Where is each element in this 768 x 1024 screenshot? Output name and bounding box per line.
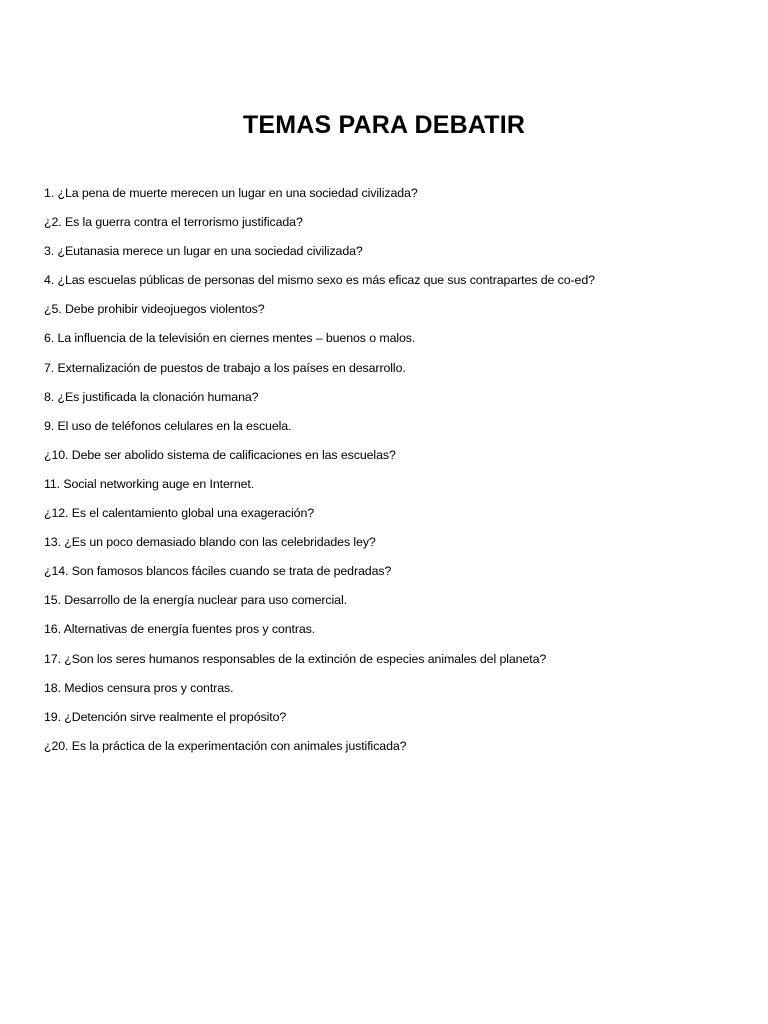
list-item: 15. Desarrollo de la energía nuclear para uso comercial. [44, 593, 347, 608]
list-item: 19. ¿Detención sirve realmente el propósito? [44, 709, 287, 724]
list-item: 16. Alternativas de energía fuentes pros y contras. [44, 622, 316, 637]
list-item: 13. ¿Es un poco demasiado blando con las celebridades ley? [44, 535, 376, 550]
list-item: 1. ¿La pena de muerte merecen un lugar en una sociedad civilizada? [44, 186, 418, 200]
topic-list [44, 184, 744, 766]
list-item: ¿20. Es la práctica de la experimentación con animales justificada? [44, 738, 407, 753]
page-title: TEMAS PARA DEBATIR [242, 111, 526, 139]
list-item: ¿2. Es la guerra contra el terrorismo justificada? [44, 215, 303, 230]
list-item: 4. ¿Las escuelas públicas de personas del mismo sexo es más eficaz que sus contrapartes de co-ed? [44, 273, 595, 288]
list-item: 11. Social networking auge en Internet. [44, 476, 255, 491]
list-item: 7. Externalización de puestos de trabajo a los países en desarrollo. [44, 360, 406, 375]
list-item: 17. ¿Son los seres humanos responsables de la extinción de especies animales del planeta? [44, 651, 547, 666]
list-item: ¿14. Son famosos blancos fáciles cuando se trata de pedradas? [44, 564, 392, 579]
list-item: ¿12. Es el calentamiento global una exageración? [44, 506, 315, 521]
list-item: 9. El uso de teléfonos celulares en la escuela. [44, 418, 292, 433]
list-item: 18. Medios censura pros y contras. [44, 680, 234, 695]
list-item: 3. ¿Eutanasia merece un lugar en una sociedad civilizada? [44, 244, 363, 259]
list-item: 8. ¿Es justificada la clonación humana? [44, 389, 259, 404]
list-item: ¿5. Debe prohibir videojuegos violentos? [44, 302, 265, 317]
list-item: ¿10. Debe ser abolido sistema de calificaciones en las escuelas? [44, 447, 396, 462]
list-item: 6. La influencia de la televisión en ciernes mentes – buenos o malos. [44, 331, 416, 346]
